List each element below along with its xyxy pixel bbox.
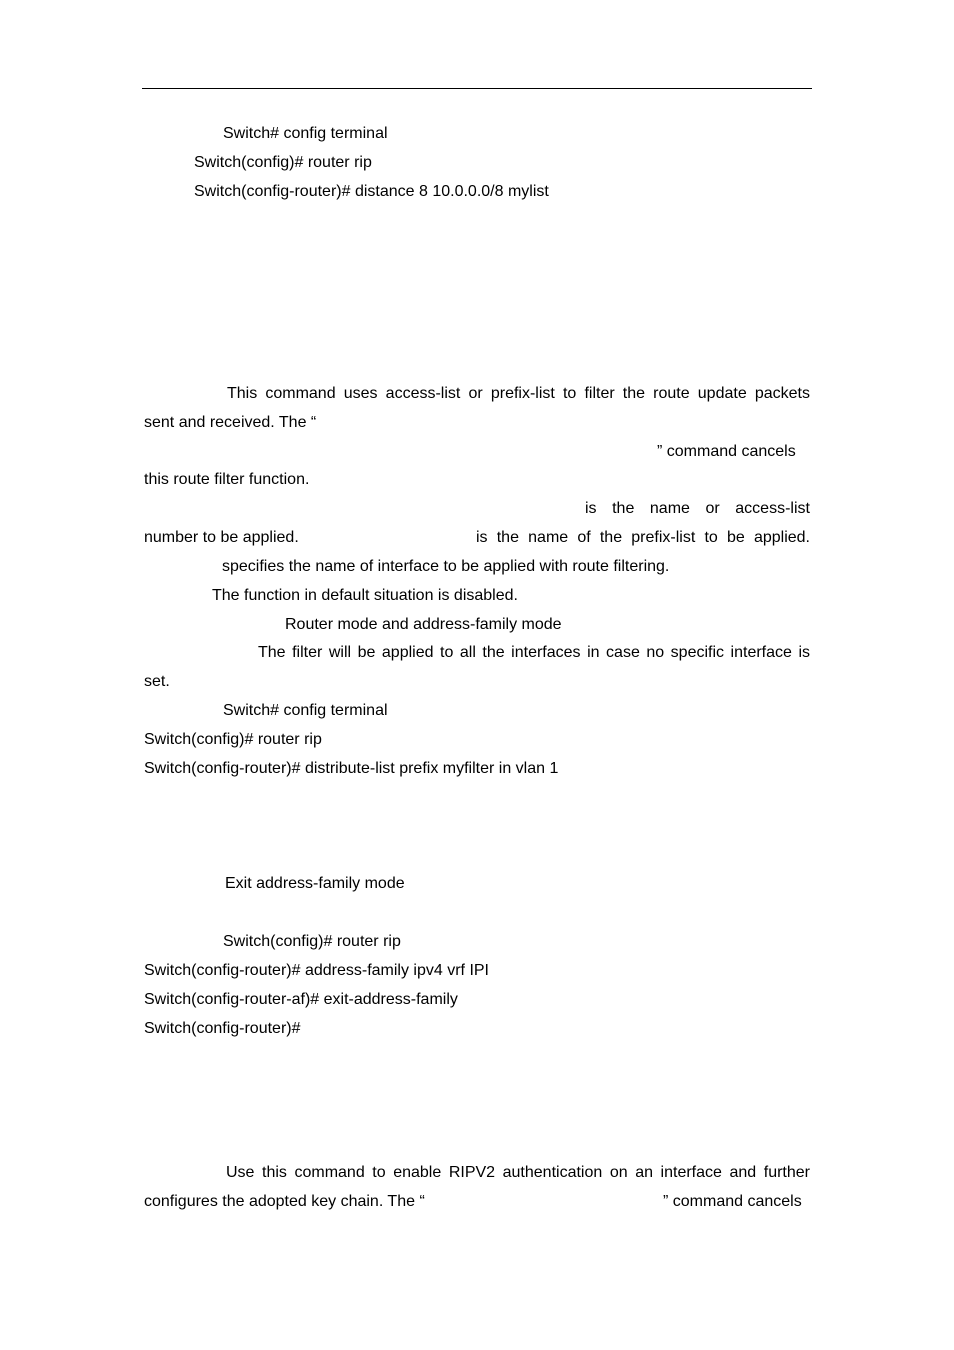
mode-text: Router mode and address-family mode [285, 616, 562, 633]
param-word: access-list [735, 500, 810, 517]
param-line-2a: number to be applied. [144, 529, 299, 546]
param-word: or [705, 500, 720, 517]
usage-line-2: sent and received. The “ [144, 414, 317, 431]
param-word: is [585, 500, 597, 517]
usage-line-2: configures the adopted key chain. The “ [144, 1193, 425, 1210]
usage-line-4: this route filter function. [144, 471, 310, 488]
example-line-1: Switch(config)# router rip [223, 933, 401, 950]
usage-text: Exit address-family mode [225, 875, 405, 892]
param-word: name [649, 500, 690, 517]
example-line-2: Switch(config)# router rip [194, 154, 372, 171]
example-line-3: Switch(config-router-af)# exit-address-family [144, 991, 458, 1008]
example-line-2: Switch(config-router)# address-family ipv4 vrf IPI [144, 962, 489, 979]
usage-line-1 [227, 384, 810, 404]
example-line-2: Switch(config)# router rip [144, 731, 322, 748]
guide-line-1: The filter will be applied to all the interfaces in case no specific interface is [258, 644, 810, 661]
usage-line-1: Use this command to enable RIPV2 authentication on an interface and further [226, 1164, 810, 1181]
example-line-1: Switch# config terminal [223, 125, 388, 142]
usage-line-3: ” command cancels [657, 443, 796, 460]
example-line-4: Switch(config-router)# [144, 1020, 301, 1037]
example-line-3: Switch(config-router)# distance 8 10.0.0.0/8 mylist [194, 183, 549, 200]
usage-text: This command uses access-list or prefix-list to filter the route update packets [227, 385, 810, 402]
param-line-1 [585, 499, 810, 519]
default-text: The function in default situation is disabled. [212, 587, 518, 604]
guide-line-2: set. [144, 673, 170, 690]
param-line-2b: is the name of the prefix-list to be applied. [476, 529, 810, 546]
example-line-1: Switch# config terminal [223, 702, 388, 719]
header-rule [142, 88, 812, 89]
usage-line-3: ” command cancels [663, 1193, 802, 1210]
param-line-3: specifies the name of interface to be applied with route filtering. [222, 558, 670, 575]
param-word: the [612, 500, 635, 517]
example-line-3: Switch(config-router)# distribute-list prefix myfilter in vlan 1 [144, 760, 559, 777]
